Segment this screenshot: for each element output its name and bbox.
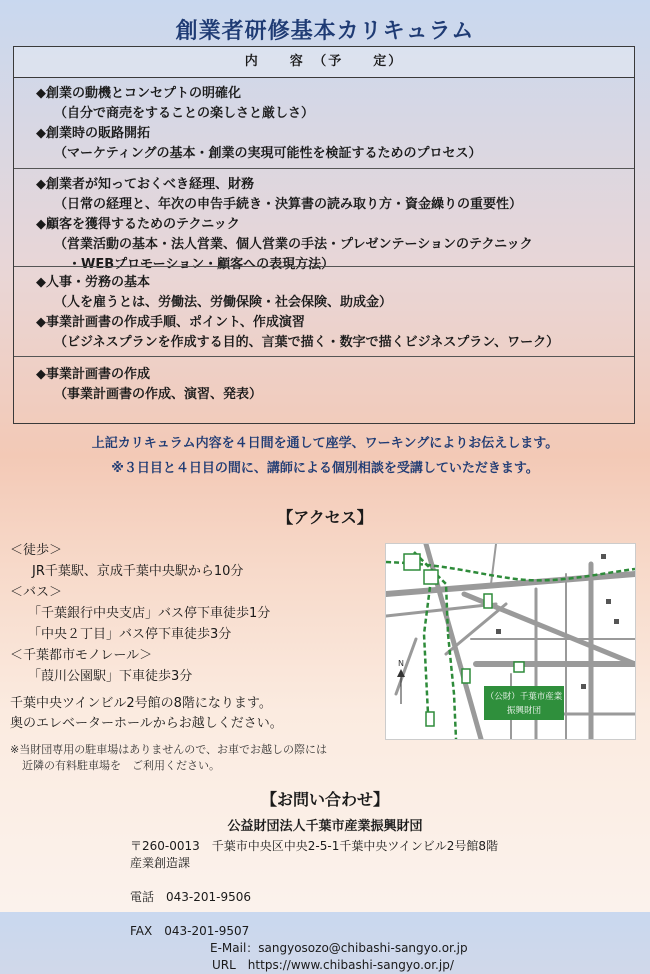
building-elevator: 奥のエレベーターホールからお越しください。 — [10, 716, 283, 731]
access-heading: 【アクセス】 — [277, 508, 373, 527]
curriculum-item-detail: ・WEBプロモーション・顧客への表現方法） — [68, 257, 335, 272]
postal-address: 〒260-0013 千葉市中央区中央2-5-1千葉中央ツインビル2号館8階 — [130, 839, 499, 853]
curriculum-item-detail: （自分で商売をすることの楽しさと厳しさ） — [54, 106, 315, 121]
curriculum-item-detail: （ビジネスプランを作成する目的、言葉で描く・数字で描くビジネスプラン、ワーク） — [54, 335, 560, 350]
page-title: 創業者研修基本カリキュラム — [175, 19, 475, 44]
access-directions — [10, 540, 270, 687]
fax-number: FAX 043-201-9507 — [130, 924, 250, 938]
curriculum-item: ◆人事・労務の基本 — [36, 275, 150, 290]
parking-line-1: ※当財団専用の駐車場はありませんので、お車でお越しの際には — [10, 743, 327, 756]
curriculum-item-detail: （営業活動の基本・法人営業、個人営業の手法・プレゼンテーションのテクニック — [54, 237, 533, 252]
monorail-text: 「葭川公園駅」下車徒歩3分 — [28, 669, 193, 684]
walk-text: JR千葉駅、京成千葉中央駅から10分 — [32, 564, 244, 579]
consultation-note: ※３日目と４日目の間に、講師による個別相談を受講していただきます。 — [111, 461, 539, 476]
map-label-line1: （公財）千葉市産業 — [485, 692, 563, 702]
curriculum-item-detail: （日常の経理と、年次の申告手続き・決算書の読み取り方・資金繰りの重要性） — [54, 197, 523, 212]
building-floor: 千葉中央ツインビル2号館の8階になります。 — [10, 696, 272, 711]
phone-fax-line — [130, 855, 498, 940]
curriculum-item: ◆創業時の販路開拓 — [36, 126, 150, 141]
department: 産業創造課 — [130, 856, 191, 870]
curriculum-header: 内 容 （予 定） — [14, 47, 634, 78]
email-address[interactable]: E-Mail：sangyosozo@chibashi-sangyo.or.jp — [210, 941, 468, 955]
map-label-line2: 振興財団 — [506, 706, 542, 716]
curriculum-item-detail: （事業計画書の作成、演習、発表） — [54, 387, 263, 402]
map-graphic — [386, 544, 635, 739]
curriculum-note: 上記カリキュラム内容を４日間を通して座学、ワーキングによりお伝えします。 — [91, 436, 559, 451]
curriculum-item-detail: （マーケティングの基本・創業の実現可能性を検証するためのプロセス） — [54, 146, 482, 161]
parking-line-2: 近隣の有料駐車場を ご利用ください。 — [22, 759, 220, 772]
curriculum-table — [13, 46, 635, 424]
curriculum-item: ◆創業の動機とコンセプトの明確化 — [36, 86, 241, 101]
contact-details — [130, 838, 498, 974]
curriculum-section — [14, 266, 634, 356]
building-info — [10, 694, 283, 734]
parking-note — [10, 742, 327, 774]
organization-name: 公益財団法人千葉市産業振興財団 — [227, 819, 423, 834]
curriculum-item: ◆事業計画書の作成 — [36, 367, 150, 382]
monorail-label: ＜千葉都市モノレール＞ — [10, 648, 153, 663]
walk-label: ＜徒歩＞ — [10, 543, 63, 558]
website-url[interactable]: URL https://www.chibashi-sangyo.or.jp/ — [212, 958, 454, 972]
bus-label: ＜バス＞ — [10, 585, 63, 600]
contact-heading: 【お問い合わせ】 — [260, 790, 389, 809]
curriculum-item: ◆事業計画書の作成手順、ポイント、作成演習 — [36, 315, 305, 330]
phone-number: 電話 043-201-9506 — [130, 890, 252, 904]
curriculum-item: ◆顧客を獲得するためのテクニック — [36, 217, 240, 232]
curriculum-section — [14, 356, 634, 422]
svg-text:N: N — [398, 659, 404, 668]
bus-stop-1: 「千葉銀行中央支店」バス停下車徒歩1分 — [28, 606, 271, 621]
access-map — [385, 543, 636, 740]
curriculum-item-detail: （人を雇うとは、労働法、労働保険・社会保険、助成金） — [54, 295, 393, 310]
curriculum-section — [14, 78, 634, 168]
curriculum-item: ◆創業者が知っておくべき経理、財務 — [36, 177, 254, 192]
bus-stop-2: 「中央２丁目」バス停下車徒歩3分 — [28, 627, 232, 642]
curriculum-section — [14, 168, 634, 272]
